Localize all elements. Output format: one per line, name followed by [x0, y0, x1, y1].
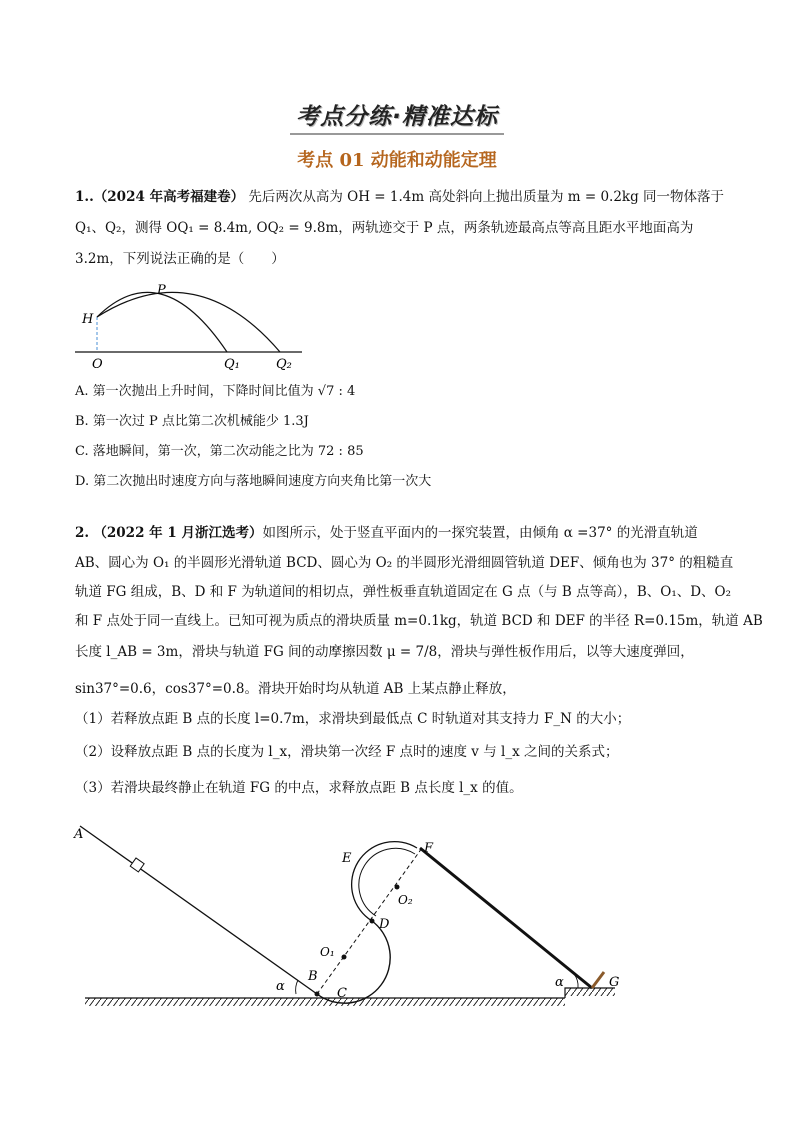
q1-option-a[interactable]: A. 第一次抛出上升时间，下降时间比值为 √7 : 4 [75, 384, 356, 399]
q1-number: 1. [75, 189, 90, 205]
incline-fg [420, 848, 592, 988]
point-o1 [342, 955, 347, 960]
trajectory-1 [97, 292, 227, 352]
q2-line5: 长度 l_AB = 3m，滑块与轨道 FG 间的动摩擦因数 μ = 7/8，滑块与弹性板作用后，以等大速度弹回， [75, 644, 694, 660]
q2-number: 2. [75, 525, 90, 541]
q2-track-figure [70, 808, 640, 1008]
elastic-plate [592, 972, 604, 988]
topic-title: 考点 01 动能和动能定理 [297, 150, 497, 171]
q1-line3: 3.2m，下列说法正确的是（ ） [75, 251, 285, 267]
ground-step-hatch [565, 988, 615, 996]
q2-line2: AB、圆心为 O₁ 的半圆形光滑轨道 BCD、圆心为 O₂ 的半圆形光滑细圆管轨道 DEF、倾角也为 37° 的粗糙直 [75, 555, 734, 571]
label-O: O [92, 357, 103, 372]
label-B: B [308, 969, 318, 984]
q1-option-b[interactable]: B. 第一次过 P 点比第二次机械能少 1.3J [75, 414, 309, 429]
label-O2: O₂ [398, 893, 413, 907]
label-F: F [424, 841, 434, 856]
q1-option-c[interactable]: C. 落地瞬间，第一次，第二次动能之比为 72 : 85 [75, 444, 364, 459]
label-G: G [609, 975, 620, 990]
q1-source: .（2024 年高考福建卷） [89, 189, 245, 205]
q2-line3: 轨道 FG 组成，B、D 和 F 为轨道间的相切点，弹性板垂直轨道固定在 G 点（与 B 点等高），B、O₁、D、O₂ [75, 584, 732, 600]
label-Q1: Q₁ [224, 357, 240, 372]
label-A: A [74, 827, 84, 842]
label-E: E [342, 851, 352, 866]
q2-text-1: 如图所示，处于竖直平面内的一探究装置，由倾角 α =37° 的光滑直轨道 [262, 525, 698, 541]
point-b [315, 992, 320, 997]
label-D: D [379, 917, 390, 932]
q1-option-d[interactable]: D. 第二次抛出时速度方向与落地瞬间速度方向夹角比第一次大 [75, 474, 432, 489]
label-alpha-g: α [555, 975, 564, 990]
q2-sub-question-1: （1）若释放点距 B 点的长度 l=0.7m，求滑块到最低点 C 时轨道对其支持力 F_N 的大小； [75, 711, 631, 727]
label-P: P [157, 283, 166, 298]
semicircle-bcd [317, 921, 390, 1003]
q1-text-1: 先后两次从高为 OH = 1.4m 高处斜向上抛出质量为 m = 0.2kg 同一物体落于 [248, 189, 725, 205]
label-C: C [337, 986, 347, 1001]
banner-text: 考点分练·精准达标 [290, 96, 504, 135]
q1-line2: Q₁、Q₂，测得 OQ₁ = 8.4m, OQ₂ = 9.8m，两轨迹交于 P 点，两条轨迹最高点等高且距水平地面高为 [75, 220, 694, 236]
label-H: H [82, 312, 94, 327]
angle-arc-b [296, 980, 298, 994]
label-Q2: Q₂ [276, 357, 292, 372]
trajectory-2 [97, 292, 280, 352]
q2-line6: sin37°=0.6，cos37°=0.8。滑块开始时均从轨道 AB 上某点静止释放， [75, 681, 516, 697]
point-o2 [395, 885, 400, 890]
point-d [370, 919, 375, 924]
q2-line1 [75, 523, 698, 543]
incline-ab [80, 826, 317, 994]
label-O1: O₁ [320, 945, 335, 959]
q2-source: （2022 年 1 月浙江选考） [93, 525, 263, 541]
q1-trajectory-figure [70, 275, 310, 375]
q1-line1 [75, 187, 724, 207]
q2-line4: 和 F 点处于同一直线上。已知可视为质点的滑块质量 m=0.1kg，轨道 BCD 和 DEF 的半径 R=0.15m，轨道 AB [75, 613, 763, 629]
q2-sub-question-2: （2）设释放点距 B 点的长度为 l_x，滑块第一次经 F 点时的速度 v 与 l_x 之间的关系式； [75, 744, 619, 760]
section-banner [0, 96, 794, 135]
tube-def-outer [352, 842, 417, 921]
label-alpha-b: α [276, 979, 285, 994]
q2-sub-question-3: （3）若滑块最终静止在轨道 FG 的中点，求释放点距 B 点长度 l_x 的值。 [75, 780, 523, 796]
